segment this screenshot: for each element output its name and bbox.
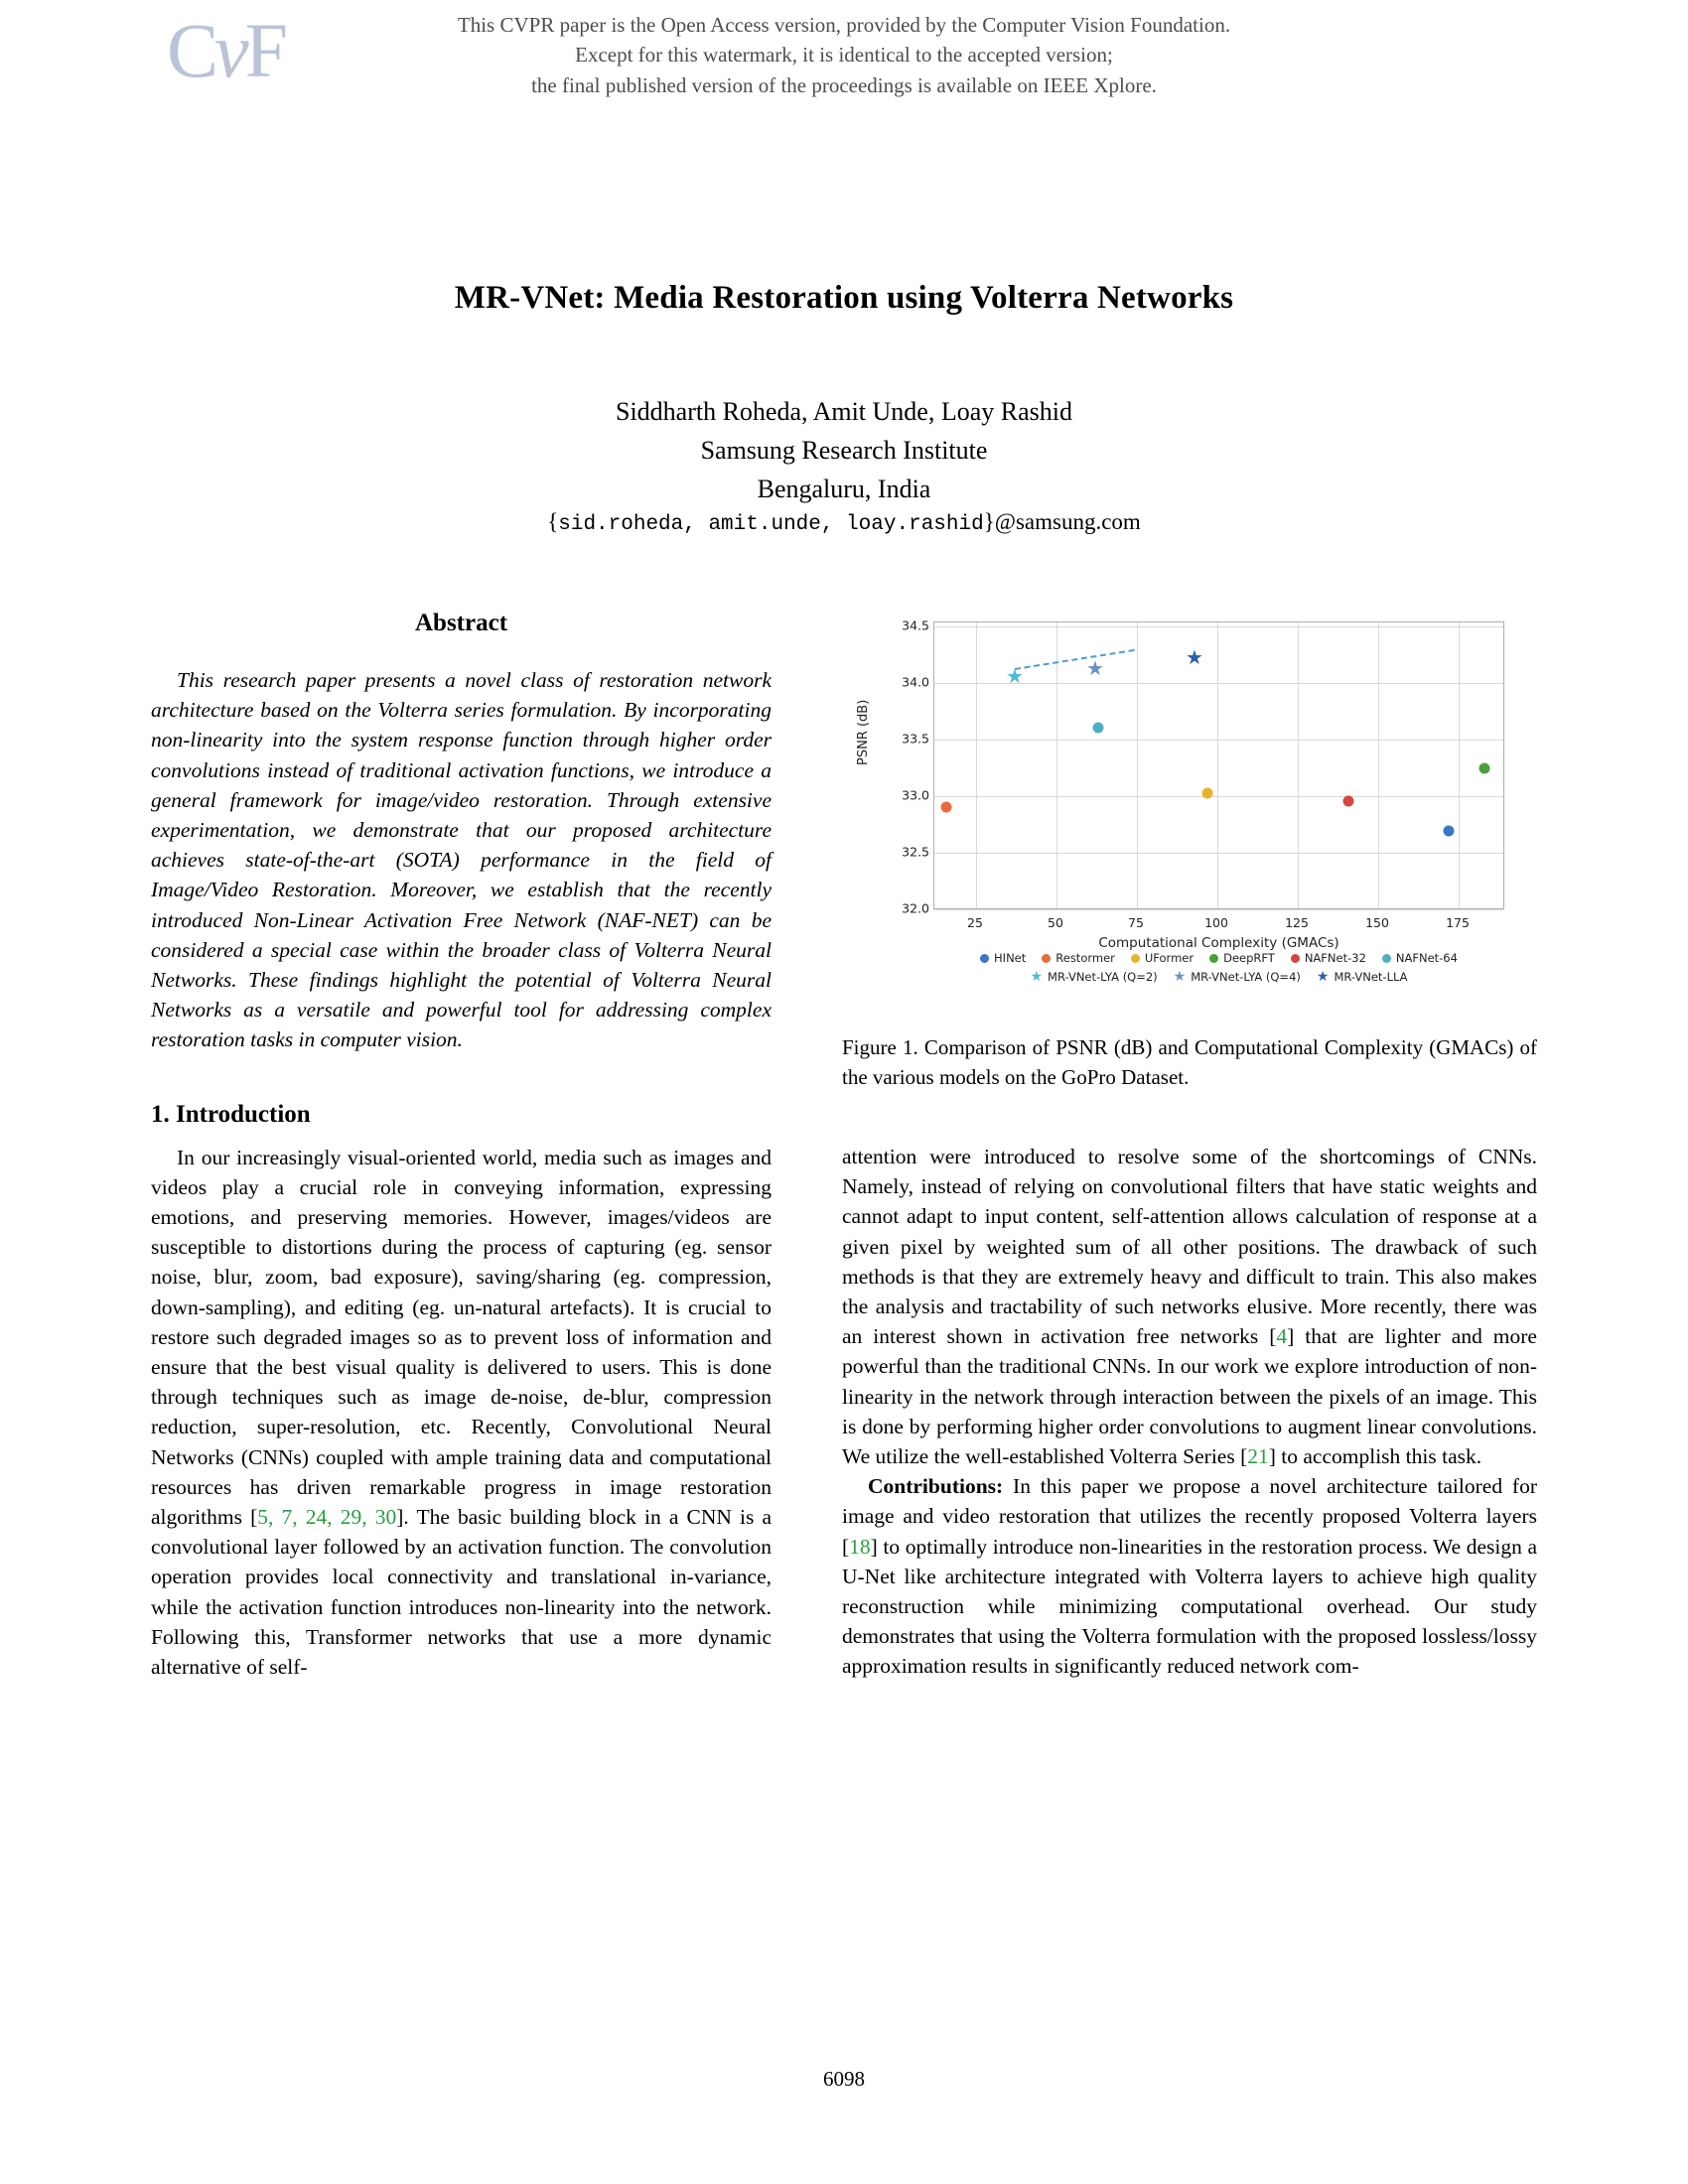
point-nafnet-32 (1343, 796, 1354, 807)
point-mrvnet-lla: ★ (1186, 645, 1203, 669)
gridline-v-50 (1056, 622, 1057, 908)
ytick-33.5: 33.5 (902, 731, 929, 747)
point-uformer (1202, 788, 1213, 799)
legend-label-uformer: UFormer (1144, 951, 1195, 965)
author-names: Siddharth Roheda, Amit Unde, Loay Rashid (615, 397, 1072, 426)
legend-item-hinet (980, 951, 1026, 965)
intro-paragraph-3 (842, 1471, 1537, 1681)
psnr-vs-gmacs-chart (842, 604, 1537, 1001)
legend-label-restormer: Restormer (1055, 951, 1115, 965)
citation-21: 21 (1247, 1444, 1269, 1469)
chart-x-axis-label: Computational Complexity (GMACs) (1098, 935, 1339, 951)
intro-p1-part-b: ]. The basic building block in a CNN is a convolutional layer followed by an activation function. The convolution operation provides local connectivity and translational in-variance, while the activation function introduces non-linearity into the network. Following this, Transformer networks that use a more dynamic alternative of self- (151, 1505, 773, 1680)
legend-item-nafnet-32 (1291, 951, 1366, 965)
xtick-125: 125 (1285, 915, 1309, 930)
abstract-heading: Abstract (414, 610, 508, 636)
trendline (1015, 649, 1135, 670)
legend-label-mrvnet-lya-q4: MR-VNet-LYA (Q=4) (1191, 970, 1301, 984)
legend-marker-nafnet32-icon (1291, 954, 1300, 963)
ytick-34.5: 34.5 (902, 617, 929, 633)
intro-p1-part-a: In our increasingly visual-oriented world, media such as images and videos play a crucial role in conveying information, expressing emotions, and preserving memories. However, images/videos are susceptible to distortions during the process of capturing (eg. sensor noise, blur, zoom, bad exposure), saving/sharing (eg. compression, down-sampling), and editing (eg. un-natural artefacts). It is crucial to restore such degraded images so as to prevent loss of information and ensure that the best visual quality is delivered to users. This is done through techniques such as image de-noise, de-blur, compression reduction, super-resolution, etc. Recently, Convolutional Neural Networks (CNNs) coupled with ample training data and computational resources has driven remarkable progress in image restoration algorithms [ (151, 1145, 772, 1530)
figure-caption-label: Figure 1. (842, 1035, 918, 1059)
watermark-line-2: Except for this watermark, it is identical to the accepted version; (575, 43, 1113, 68)
legend-item-mrvnet-lla (1317, 970, 1408, 984)
ytick-32.0: 32.0 (902, 900, 929, 916)
watermark-line-3: the final published version of the proceedings is available on IEEE Xplore. (531, 72, 1157, 97)
gridline-h-32.0 (934, 909, 1503, 910)
page-number: 6098 (823, 2067, 865, 2091)
legend-marker-nafnet64-icon (1382, 954, 1391, 963)
point-deeprft (1479, 763, 1490, 774)
introduction-heading: 1. Introduction (151, 1100, 311, 1128)
watermark-line-1: This CVPR paper is the Open Access version, provided by the Computer Vision Foundation. (457, 13, 1231, 37)
email-body: sid.roheda, amit.unde, loay.rashid (558, 513, 984, 536)
gridline-v-100 (1217, 622, 1218, 908)
xtick-150: 150 (1365, 915, 1389, 930)
ytick-34.0: 34.0 (902, 674, 929, 690)
xtick-175: 175 (1446, 915, 1470, 930)
intro-p3-part-a: In this paper we propose a novel architecture tailored for image and video restoration that utilizes the recently proposed Volterra layers [ (842, 1474, 1537, 1559)
figure-1 (842, 604, 1537, 1001)
intro-p2-part-b: ] that are lighter and more powerful than the traditional CNNs. In our work we explore introduction of non-linearity in the network through interaction between the pixels of an image. This is done by performing higher order convolutions to augment linear convolutions. We utilize the well-established Volterra Series [ (842, 1324, 1537, 1469)
legend-marker-uformer-icon (1131, 954, 1140, 963)
gridline-h-34.5 (934, 626, 1503, 627)
legend-label-nafnet-32: NAFNet-32 (1304, 951, 1366, 965)
chart-y-axis-label: PSNR (dB) (856, 699, 871, 765)
gridline-v-150 (1378, 622, 1379, 908)
legend-item-uformer (1131, 951, 1194, 965)
legend-item-restormer (1042, 951, 1115, 965)
legend-marker-mrvnet-lla-icon: ★ (1316, 969, 1330, 985)
gridline-v-125 (1298, 622, 1299, 908)
point-hinet (1444, 826, 1455, 837)
legend-marker-deeprft-icon (1209, 954, 1218, 963)
watermark-banner (0, 7, 1688, 100)
gridline-h-33.0 (934, 796, 1503, 797)
chart-plot-area (933, 621, 1504, 909)
legend-marker-mrvnet-lya-q2-icon: ★ (1030, 969, 1044, 985)
chart-legend (933, 951, 1504, 989)
intro-p2-part-a: attention were introduced to resolve some of the shortcomings of CNNs. Namely, instead of relying on convolutional filters that have static weights and cannot adapt to input content, self-attention allows calculation of response at a given pixel by weighted sum of all other positions. The drawback of such methods is that they are extremely heavy and difficult to train. This also makes the analysis and tractability of such networks elusive. More recently, there was an interest shown in activation free networks [ (842, 1145, 1537, 1349)
gridline-v-75 (1137, 622, 1138, 908)
email-close-brace: }@samsung.com (983, 509, 1141, 534)
legend-row-1 (933, 951, 1504, 965)
intro-p2-part-c: ] to accomplish this task. (1268, 1444, 1482, 1469)
right-column (842, 1142, 1537, 1682)
introduction-paragraph-1 (151, 1143, 772, 1683)
legend-label-nafnet-64: NAFNet-64 (1395, 951, 1458, 965)
gridline-h-32.5 (934, 853, 1503, 854)
point-mrvnet-lya-q2: ★ (1006, 664, 1024, 688)
location: Bengaluru, India (757, 475, 931, 503)
cvf-logo: CvF (167, 7, 285, 93)
legend-item-mrvnet-lya-q4 (1174, 970, 1301, 984)
figure-caption-text: Comparison of PSNR (dB) and Computational Complexity (GMACs) of the various models on the GoPro Dataset. (842, 1035, 1538, 1089)
legend-row-2 (933, 970, 1504, 984)
point-nafnet-64 (1093, 723, 1104, 734)
legend-item-mrvnet-lya-q2 (1030, 970, 1157, 984)
point-mrvnet-lya-q4: ★ (1086, 656, 1104, 680)
gridline-v-175 (1459, 622, 1460, 908)
affiliation: Samsung Research Institute (700, 436, 988, 465)
legend-item-deeprft (1209, 951, 1275, 965)
xtick-25: 25 (967, 915, 983, 930)
legend-label-hinet: HINet (994, 951, 1027, 965)
legend-item-nafnet-64 (1382, 951, 1458, 965)
xtick-50: 50 (1048, 915, 1063, 930)
legend-marker-mrvnet-lya-q4-icon: ★ (1173, 969, 1187, 985)
intro-p3-part-b: ] to optimally introduce non-linearities in the restoration process. We design a U-Net like architecture integrated with Volterra layers to achieve high quality reconstruction while minimizing computational overhead. Our study demonstrates that using the Volterra formulation with the proposed lossless/lossy approximation results in significantly reduced network com- (842, 1534, 1537, 1679)
gridline-v-25 (976, 622, 977, 908)
contributions-label: Contributions: (868, 1474, 1004, 1499)
xtick-100: 100 (1204, 915, 1228, 930)
intro-paragraph-2 (842, 1142, 1537, 1471)
ytick-32.5: 32.5 (902, 844, 929, 860)
legend-marker-hinet-icon (980, 954, 989, 963)
ytick-33.0: 33.0 (902, 787, 929, 803)
legend-label-deeprft: DeepRFT (1223, 951, 1275, 965)
paper-title: MR-VNet: Media Restoration using Volterra Networks (454, 280, 1234, 316)
figure-1-caption (842, 1032, 1537, 1092)
citation-group-1: 5, 7, 24, 29, 30 (257, 1505, 397, 1530)
xtick-75: 75 (1128, 915, 1144, 930)
citation-18: 18 (849, 1534, 871, 1559)
legend-label-mrvnet-lya-q2: MR-VNet-LYA (Q=2) (1048, 970, 1158, 984)
author-emails (0, 509, 1688, 536)
citation-4: 4 (1276, 1324, 1288, 1349)
author-block (0, 392, 1688, 508)
gridline-h-33.5 (934, 740, 1503, 741)
abstract-text: This research paper presents a novel class of restoration network architecture based on the Volterra series formulation. By incorporating non-linearity into the system response function through higher order convolutions instead of traditional activation functions, we introduce a general framework for image/video restoration. Through extensive experimentation, we demonstrate that our proposed architecture achieves state-of-the-art (SOTA) performance in the field of Image/Video Restoration. Moreover, we establish that the recently introduced Non-Linear Activation Free Network (NAF-NET) can be considered a special case within the broader class of Volterra Neural Networks. These findings highlight the potential of Volterra Neural Networks as a versatile and powerful tool for addressing complex restoration tasks in computer vision. (151, 668, 772, 1052)
point-restormer (941, 802, 952, 813)
email-open-brace: { (547, 509, 559, 534)
left-column (151, 610, 772, 1682)
legend-marker-restormer-icon (1042, 954, 1051, 963)
legend-label-mrvnet-lla: MR-VNet-LLA (1334, 970, 1408, 984)
